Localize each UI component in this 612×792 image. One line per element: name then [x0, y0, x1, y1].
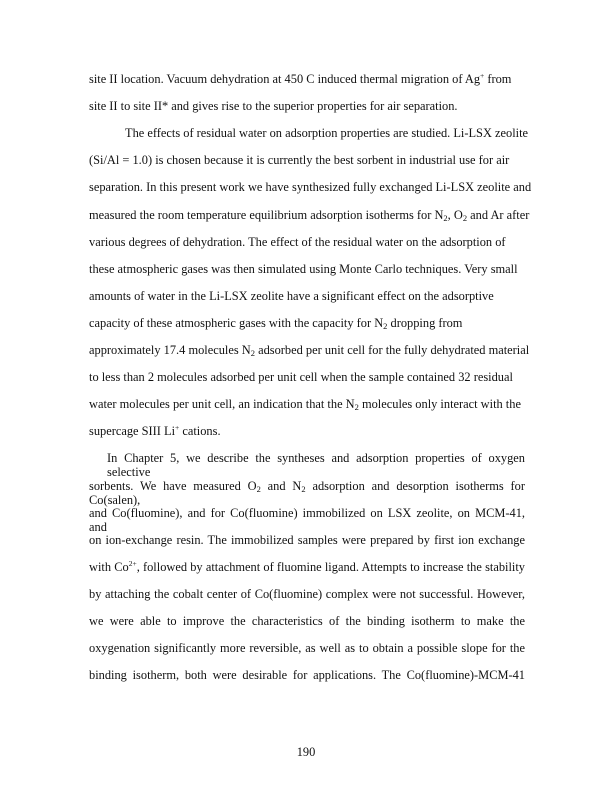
text-run: and Ar after — [467, 207, 530, 222]
text-run: we were able to improve the characteristics of the binding isotherm to make the — [89, 614, 525, 628]
text-run: site II location. Vacuum dehydration at 450 C induced thermal migration of Ag — [89, 72, 481, 86]
text-line — [89, 560, 525, 574]
text-run: from — [484, 72, 512, 86]
subscript: 2 — [383, 320, 388, 331]
text-run: approximately 17.4 molecules N — [89, 343, 251, 357]
text-line — [89, 506, 525, 534]
superscript: + — [480, 71, 485, 80]
text-line — [89, 208, 529, 222]
text-run: water molecules per unit cell, an indication that the N — [89, 397, 355, 412]
text-line — [89, 397, 521, 411]
text-line — [89, 668, 525, 682]
text-run: (Si/Al = 1.0) is chosen because it is currently the best sorbent in industrial use for air — [89, 153, 510, 168]
text-line — [89, 370, 513, 384]
subscript: 2 — [250, 348, 255, 358]
text-line — [89, 99, 458, 113]
text-run: The effects of residual water on adsorption properties are studied. Li-LSX zeolite — [125, 126, 529, 141]
text-run: various degrees of dehydration. The effect of the residual water on the adsorption of — [89, 234, 506, 249]
subscript: 2 — [443, 212, 448, 223]
page-number: 190 — [296, 745, 316, 759]
text-line — [89, 343, 529, 357]
text-run: measured the room temperature equilibrium adsorption isotherms for N — [89, 207, 444, 222]
text-line — [89, 289, 494, 303]
text-line — [89, 153, 509, 167]
text-run: , O — [447, 207, 463, 222]
text-line — [89, 641, 525, 655]
text-run: capacity of these atmospheric gases with the capacity for N — [89, 315, 384, 330]
text-line — [89, 72, 511, 86]
text-run: separation. In this present work we have synthesized fully exchanged Li-LSX zeolite and — [89, 180, 532, 195]
subscript: 2 — [256, 483, 261, 494]
text-line — [89, 262, 518, 276]
text-run: molecules only interact with the — [358, 397, 521, 412]
subscript: 2 — [301, 483, 306, 494]
superscript: 2+ — [128, 558, 137, 568]
text-run: In Chapter 5, we describe the syntheses and adsorption properties of oxygen selective — [107, 451, 525, 480]
text-run: adsorbed per unit cell for the fully dehydrated material — [254, 343, 530, 357]
text-run: amounts of water in the Li-LSX zeolite have a significant effect on the adsorptive — [89, 288, 494, 303]
text-run: to less than 2 molecules adsorbed per unit cell when the sample contained 32 residual — [89, 370, 513, 385]
text-run: and Co(fluomine), and for Co(fluomine) immobilized on LSX zeolite, on MCM-41, and — [89, 505, 525, 534]
text-line — [89, 424, 221, 438]
text-line — [89, 316, 462, 330]
text-run: binding isotherm, both were desirable for applications. The Co(fluomine)-MCM-41 — [89, 668, 525, 683]
text-run: supercage SIII Li — [89, 424, 176, 439]
text-run: these atmospheric gases was then simulated using Monte Carlo techniques. Very small — [89, 261, 518, 276]
text-line — [107, 451, 525, 479]
superscript: + — [175, 423, 180, 433]
text-line — [89, 235, 506, 249]
text-line — [125, 126, 528, 140]
text-line — [89, 180, 531, 194]
text-line — [89, 614, 525, 628]
text-run: with Co — [89, 559, 129, 574]
text-line — [89, 479, 525, 507]
text-run: dropping from — [387, 315, 463, 330]
text-run: cations. — [179, 424, 221, 439]
text-line — [89, 587, 525, 601]
text-run: sorbents. We have measured O — [89, 478, 257, 493]
text-run: adsorption and desorption isotherms for Co(salen), — [89, 478, 525, 507]
text-run: site II to site II* and gives rise to the superior properties for air separation. — [89, 99, 458, 114]
text-run: and N — [260, 478, 302, 493]
text-run: on ion-exchange resin. The immobilized samples were prepared by first ion exchange — [89, 532, 525, 547]
text-run: , followed by attachment of fluomine ligand. Attempts to increase the stability — [136, 559, 525, 574]
subscript: 2 — [462, 212, 468, 223]
text-line — [89, 533, 525, 547]
subscript: 2 — [354, 402, 359, 413]
text-run: oxygenation significantly more reversible, as well as to obtain a possible slope for the — [89, 641, 525, 656]
text-run: by attaching the cobalt center of Co(fluomine) complex were not successful. However, — [89, 586, 525, 601]
